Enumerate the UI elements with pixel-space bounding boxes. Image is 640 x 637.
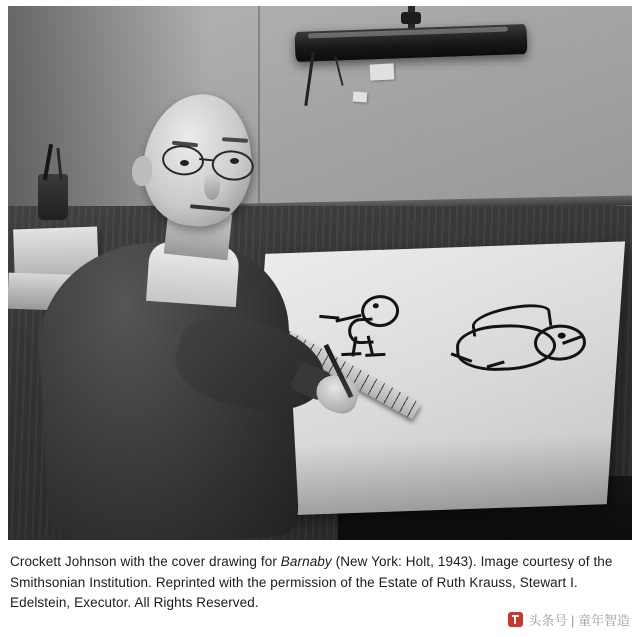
nose	[204, 174, 220, 200]
eye-right	[230, 158, 239, 164]
toutiao-logo-icon	[508, 612, 523, 627]
caption-line1-pre: Crockett Johnson with the cover drawing for	[10, 554, 281, 569]
mans-ear	[132, 156, 152, 186]
wall-note-large	[370, 63, 395, 80]
caption-line1-post: (New York: Holt, 1943). Image courtesy of	[331, 554, 590, 569]
wall-note-small	[353, 92, 368, 103]
watermark	[508, 610, 630, 629]
lamp-knob	[401, 12, 421, 24]
caption-line2: the Smithsonian Institution. Reprinted with the permission of the Estate of Ruth Krauss, Stewart I.	[10, 554, 613, 590]
photo-scene	[8, 6, 632, 540]
caption-book-title: Barnaby	[280, 554, 332, 569]
watermark-text: 头条号 | 童年智造	[528, 613, 630, 628]
caption-line3: Edelstein, Executor. All Rights Reserved.	[10, 595, 259, 610]
cartoon-figure-mr-omalley	[445, 303, 598, 384]
pen-cup	[38, 174, 68, 220]
board-shading	[247, 434, 612, 517]
eye-left	[180, 160, 189, 166]
photograph	[8, 6, 632, 540]
photo-caption	[10, 552, 616, 614]
